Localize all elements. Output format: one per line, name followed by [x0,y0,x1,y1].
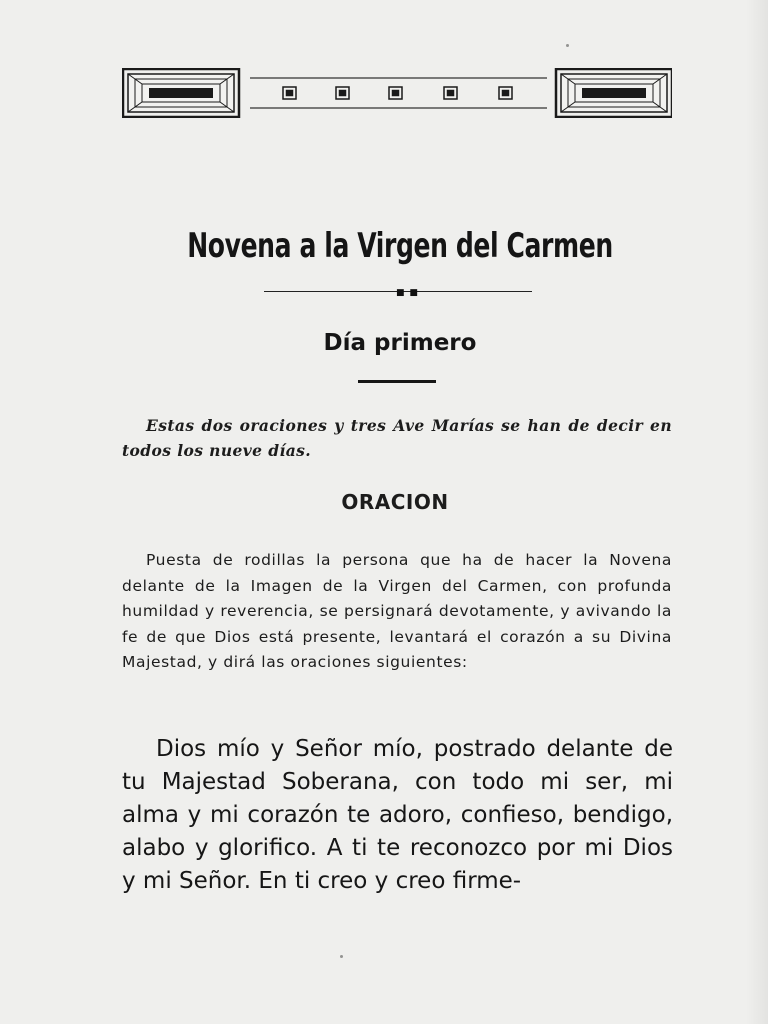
ornament-left-panel [123,69,239,117]
prayer-paragraph: Dios mío y Señor mío, postrado delante de tu Majestad Soberana, con todo mi ser, mi alma y mi corazón te adoro, confieso, bendigo, alabo y glorifico. A ti te reconozco por mi Dios y mi Señor. En ti creo y creo firme- [122,736,673,894]
day-heading-divider [358,380,436,383]
novena-title: Novena a la Virgen del Carmen [187,226,613,266]
ornament-squares [283,87,512,99]
title-divider-ornament: ■ ■ [396,288,419,298]
instruction-paragraph: Estas dos oraciones y tres Ave Marías se han de decir en todos los nueve días. [122,416,672,460]
ornament-right-panel [556,69,672,117]
page-edge-shadow [746,0,768,1024]
paper-speck [340,955,343,958]
paper-speck [566,44,569,47]
rubric-paragraph: Puesta de rodillas la persona que ha de hacer la Novena delante de la Imagen de la Virgen del Carmen, con profunda humildad y reverencia, se persignará devotamente, y avivando la fe de que Dios está presente, levantará el corazón a su Divina Majestad, y dirá las oraciones siguientes: [122,551,672,671]
section-heading: ORACION [341,490,449,514]
day-heading: Día primero [323,330,477,356]
header-ornament [122,68,672,118]
